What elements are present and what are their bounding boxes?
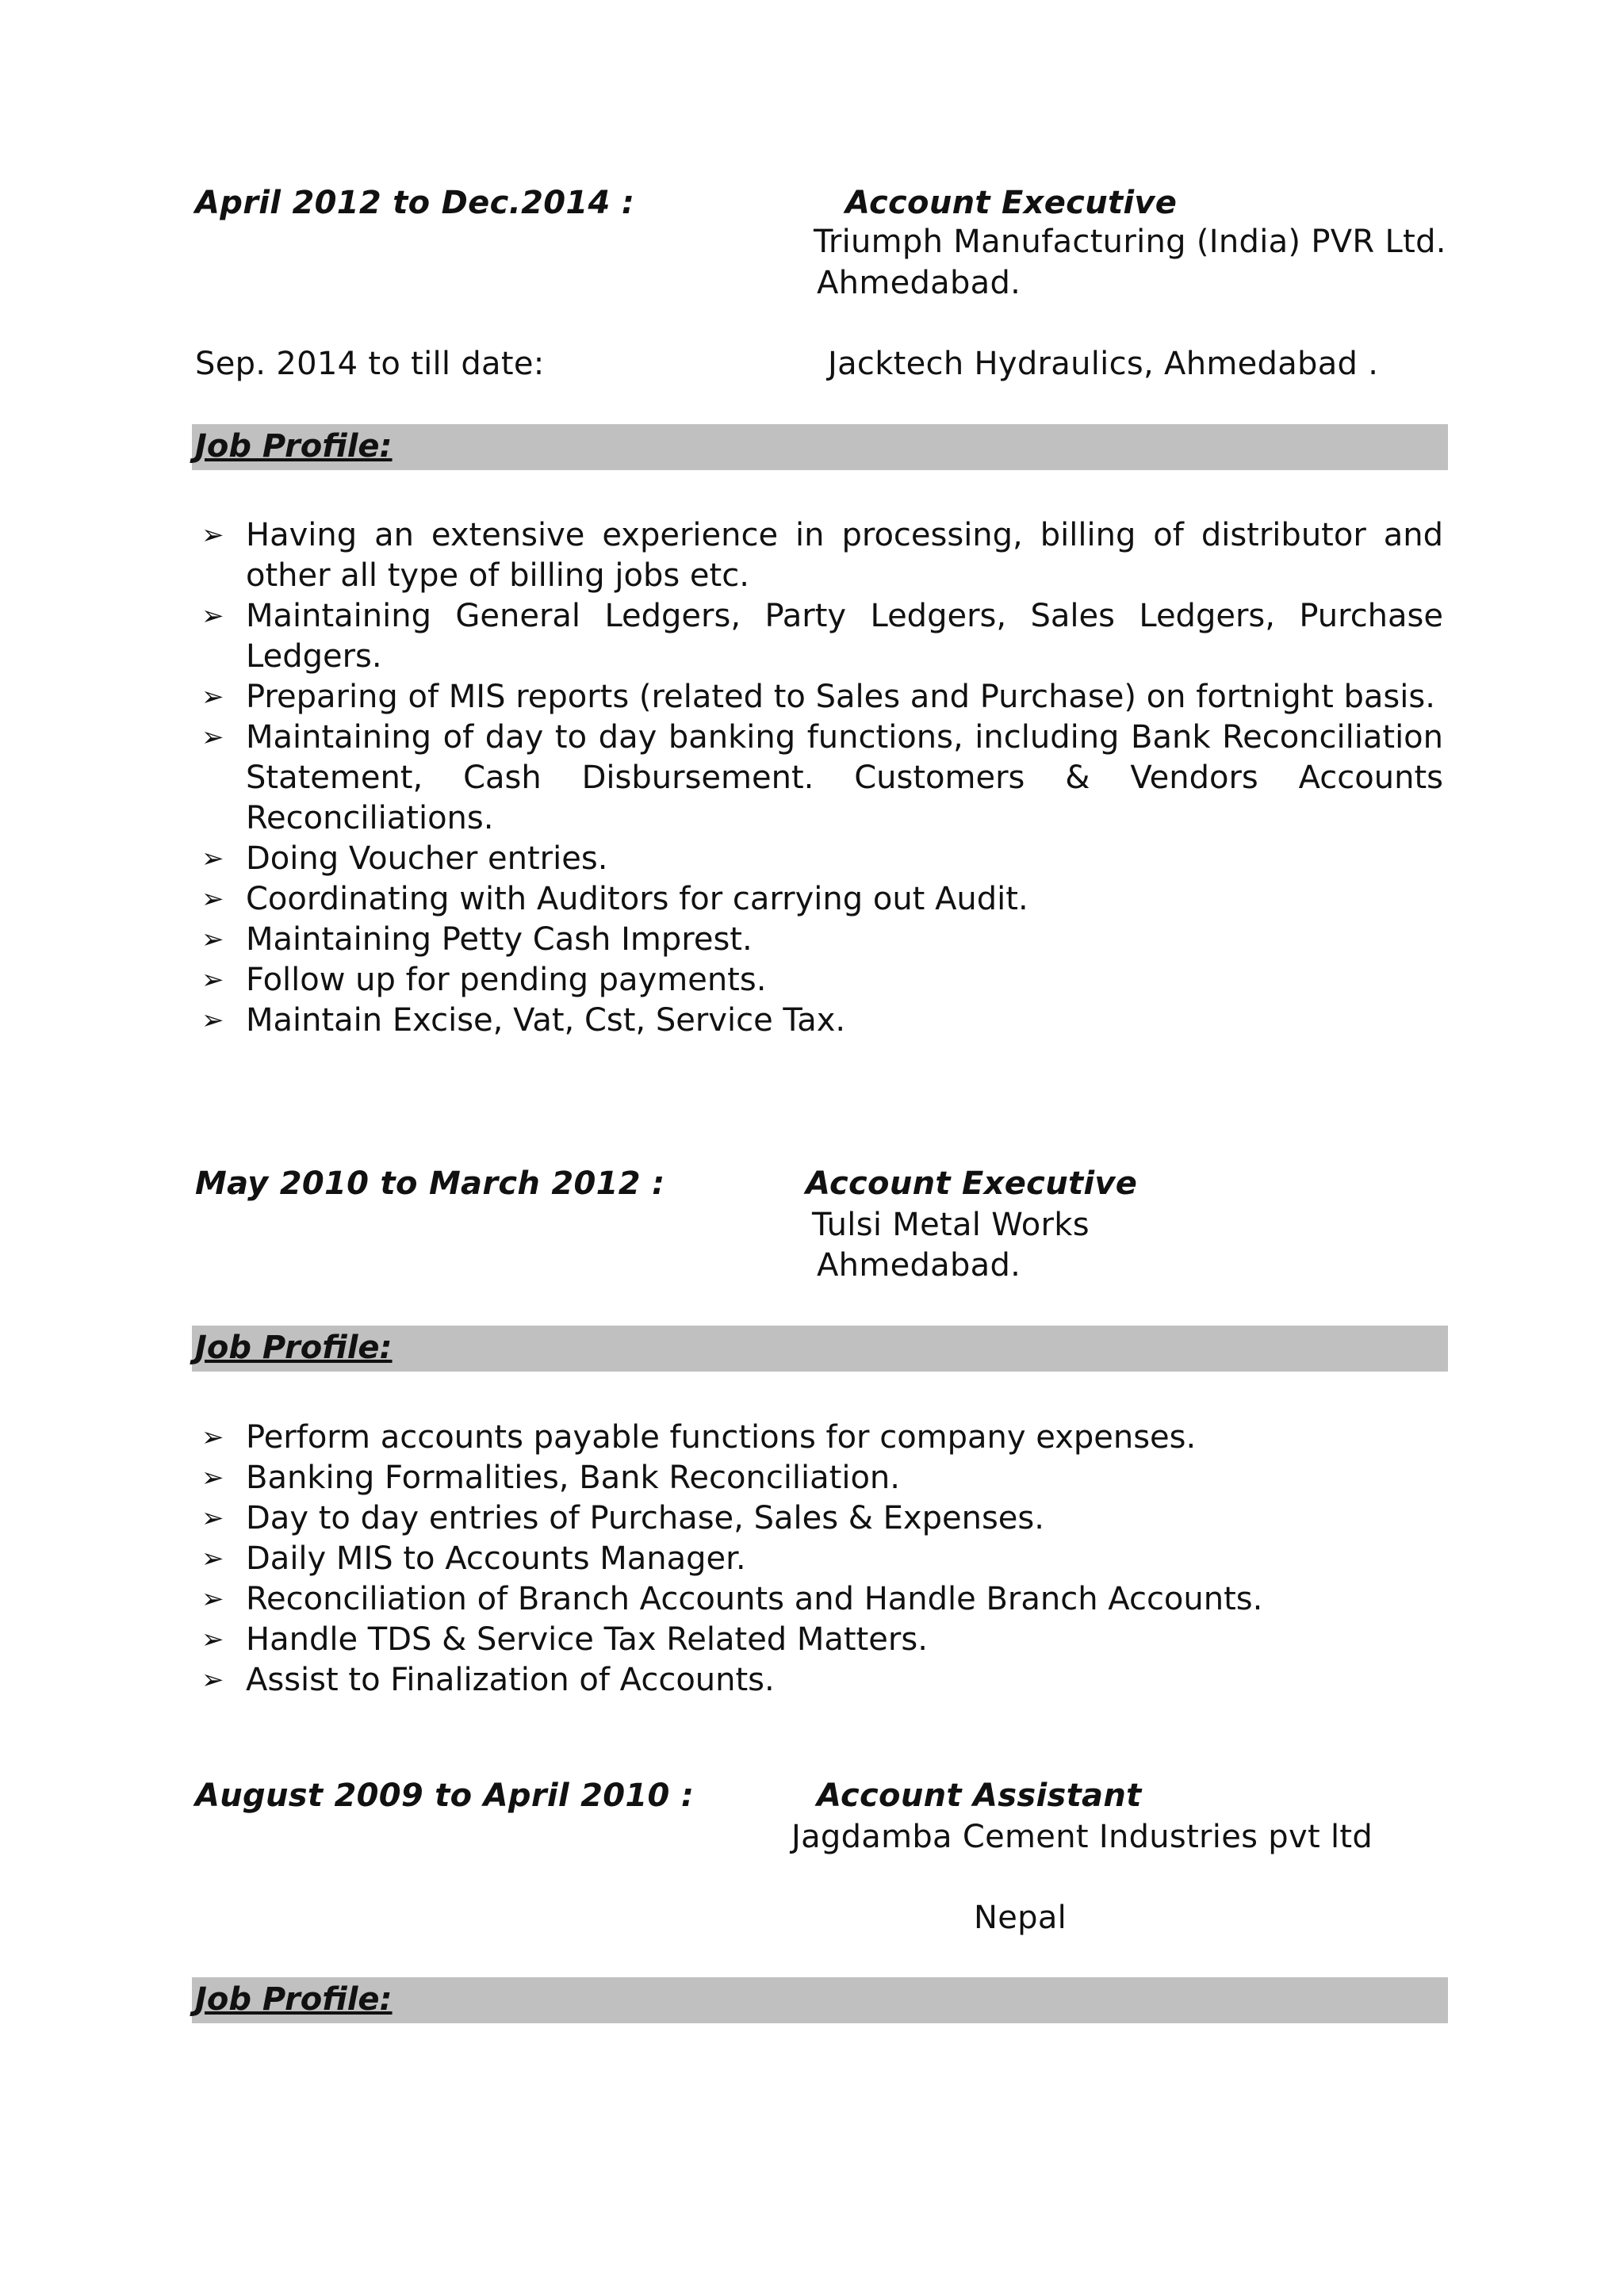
list-item: ➢ Reconciliation of Branch Accounts and Handle Branch Accounts. [198, 1579, 1443, 1620]
job1-company: Triumph Manufacturing (India) PVR Ltd. [814, 224, 1446, 260]
arrow-bullet-icon: ➢ [201, 1422, 224, 1453]
job-profile-band-3 [192, 1977, 1448, 2023]
job-profile-heading: Job Profile: [195, 1981, 393, 2018]
arrow-bullet-icon: ➢ [201, 1462, 224, 1494]
list-item: ➢ Coordinating with Auditors for carrying out Audit. [198, 879, 1443, 920]
job2-city: Ahmedabad. [817, 1247, 1021, 1284]
job1-duties-list [198, 515, 1443, 1041]
job2-company: Tulsi Metal Works [812, 1207, 1090, 1243]
list-item: ➢ Maintain Excise, Vat, Cst, Service Tax. [198, 1001, 1443, 1041]
job1-title: Account Executive [845, 185, 1178, 221]
arrow-bullet-icon: ➢ [201, 964, 224, 996]
arrow-bullet-icon: ➢ [201, 924, 224, 955]
job1-period: April 2012 to Dec.2014 : [195, 185, 635, 221]
arrow-bullet-icon: ➢ [201, 721, 224, 753]
job-profile-heading: Job Profile: [195, 428, 393, 465]
list-item: ➢ Having an extensive experience in processing, billing of distributor and other all type of billing jobs etc. [201, 517, 1443, 594]
arrow-bullet-icon: ➢ [201, 600, 224, 632]
list-item: ➢ Doing Voucher entries. [198, 839, 1443, 879]
arrow-bullet-icon: ➢ [201, 883, 224, 915]
list-item: ➢ Assist to Finalization of Accounts. [198, 1660, 1443, 1701]
job-profile-band-1 [192, 424, 1448, 470]
list-item: ➢ Perform accounts payable functions for company expenses. [198, 1418, 1443, 1458]
list-item: ➢ Maintaining General Ledgers, Party Ledgers, Sales Ledgers, Purchase Ledgers. [201, 598, 1443, 675]
job-profile-band-2 [192, 1326, 1448, 1372]
job3-company: Jagdamba Cement Industries pvt ltd [791, 1819, 1373, 1855]
arrow-bullet-icon: ➢ [201, 1583, 224, 1615]
job2-title: Account Executive [806, 1165, 1138, 1202]
list-item: ➢ Handle TDS & Service Tax Related Matters. [198, 1620, 1443, 1660]
list-item: ➢ Follow up for pending payments. [198, 960, 1443, 1001]
job2-period: May 2010 to March 2012 : [195, 1165, 665, 1202]
job2-duties-list [198, 1418, 1443, 1701]
list-item: ➢ Daily MIS to Accounts Manager. [198, 1539, 1443, 1579]
job1b-company: Jacktech Hydraulics, Ahmedabad . [828, 346, 1379, 382]
list-item: ➢ Maintaining Petty Cash Imprest. [198, 920, 1443, 960]
arrow-bullet-icon: ➢ [201, 681, 224, 713]
job1b-period: Sep. 2014 to till date: [195, 346, 545, 382]
arrow-bullet-icon: ➢ [201, 1502, 224, 1534]
arrow-bullet-icon: ➢ [201, 1004, 224, 1036]
job1-city: Ahmedabad. [817, 265, 1021, 301]
job3-city: Nepal [974, 1900, 1067, 1936]
list-item: ➢ Banking Formalities, Bank Reconciliation. [198, 1458, 1443, 1498]
arrow-bullet-icon: ➢ [201, 843, 224, 874]
job3-period: August 2009 to April 2010 : [195, 1777, 695, 1814]
arrow-bullet-icon: ➢ [201, 1664, 224, 1696]
list-item: ➢ Maintaining of day to day banking functions, including Bank Reconciliation Statement, Cash Disbursement. Customers & Vendors Accounts Reconciliations. [201, 719, 1443, 836]
arrow-bullet-icon: ➢ [201, 1624, 224, 1655]
job-profile-heading: Job Profile: [195, 1330, 393, 1366]
job3-title: Account Assistant [817, 1777, 1142, 1814]
list-item: ➢ Preparing of MIS reports (related to Sales and Purchase) on fortnight basis. [198, 677, 1443, 718]
arrow-bullet-icon: ➢ [201, 519, 224, 551]
list-item: ➢ Day to day entries of Purchase, Sales & Expenses. [198, 1498, 1443, 1539]
arrow-bullet-icon: ➢ [201, 1543, 224, 1575]
